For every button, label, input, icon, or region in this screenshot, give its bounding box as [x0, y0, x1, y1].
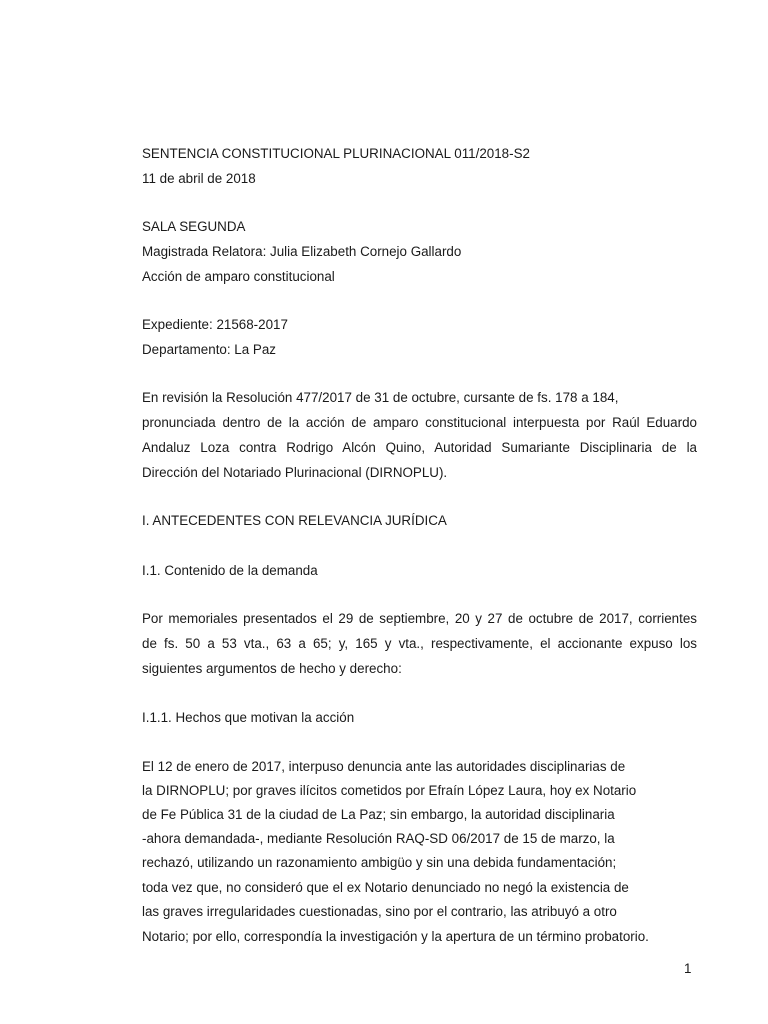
intro-line: En revisión la Resolución 477/2017 de 31 de octubre, cursante de fs. 178 a 184,	[142, 390, 619, 405]
document-title: SENTENCIA CONSTITUCIONAL PLURINACIONAL 011/2018-S2	[142, 146, 530, 161]
action-type: Acción de amparo constitucional	[142, 269, 335, 284]
paragraph-line: la DIRNOPLU; por graves ilícitos cometidos por Efraín López Laura, hoy ex Notario	[142, 783, 637, 798]
paragraph-line: toda vez que, no consideró que el ex Notario denunciado no negó la existencia de	[142, 880, 629, 895]
document-date: 11 de abril de 2018	[142, 171, 256, 186]
section-heading: I. ANTECEDENTES CON RELEVANCIA JURÍDICA	[142, 513, 447, 528]
chamber-name: SALA SEGUNDA	[142, 219, 246, 234]
case-number: Expediente: 21568-2017	[142, 317, 288, 332]
magistrate-line: Magistrada Relatora: Julia Elizabeth Cornejo Gallardo	[142, 244, 462, 259]
intro-line: pronunciada dentro de la acción de amparo constitucional interpuesta por Raúl Eduardo	[142, 415, 697, 430]
paragraph-line: de Fe Pública 31 de la ciudad de La Paz; sin embargo, la autoridad disciplinaria	[142, 807, 615, 822]
department: Departamento: La Paz	[142, 342, 276, 357]
paragraph-line: las graves irregularidades cuestionadas, sino por el contrario, las atribuyó a otro	[142, 904, 617, 919]
paragraph-line: El 12 de enero de 2017, interpuso denuncia ante las autoridades disciplinarias de	[142, 759, 626, 774]
page-number: 1	[684, 961, 692, 976]
subsection-heading: I.1. Contenido de la demanda	[142, 563, 318, 578]
intro-line: Andaluz Loza contra Rodrigo Alcón Quino, Autoridad Sumariante Disciplinaria de la	[142, 440, 697, 455]
paragraph-line: -ahora demandada-, mediante Resolución RAQ-SD 06/2017 de 15 de marzo, la	[142, 831, 615, 846]
paragraph-line: Por memoriales presentados el 29 de septiembre, 20 y 27 de octubre de 2017, corrientes	[142, 611, 697, 626]
intro-line: Dirección del Notariado Plurinacional (DIRNOPLU).	[142, 465, 448, 480]
paragraph-line: Notario; por ello, correspondía la investigación y la apertura de un término probatorio.	[142, 929, 649, 944]
paragraph-line: rechazó, utilizando un razonamiento ambigüo y sin una debida fundamentación;	[142, 855, 617, 870]
subsection-heading: I.1.1. Hechos que motivan la acción	[142, 710, 355, 725]
paragraph-line: siguientes argumentos de hecho y derecho:	[142, 661, 402, 676]
paragraph-line: de fs. 50 a 53 vta., 63 a 65; y, 165 y vta., respectivamente, el accionante expuso los	[142, 636, 697, 651]
